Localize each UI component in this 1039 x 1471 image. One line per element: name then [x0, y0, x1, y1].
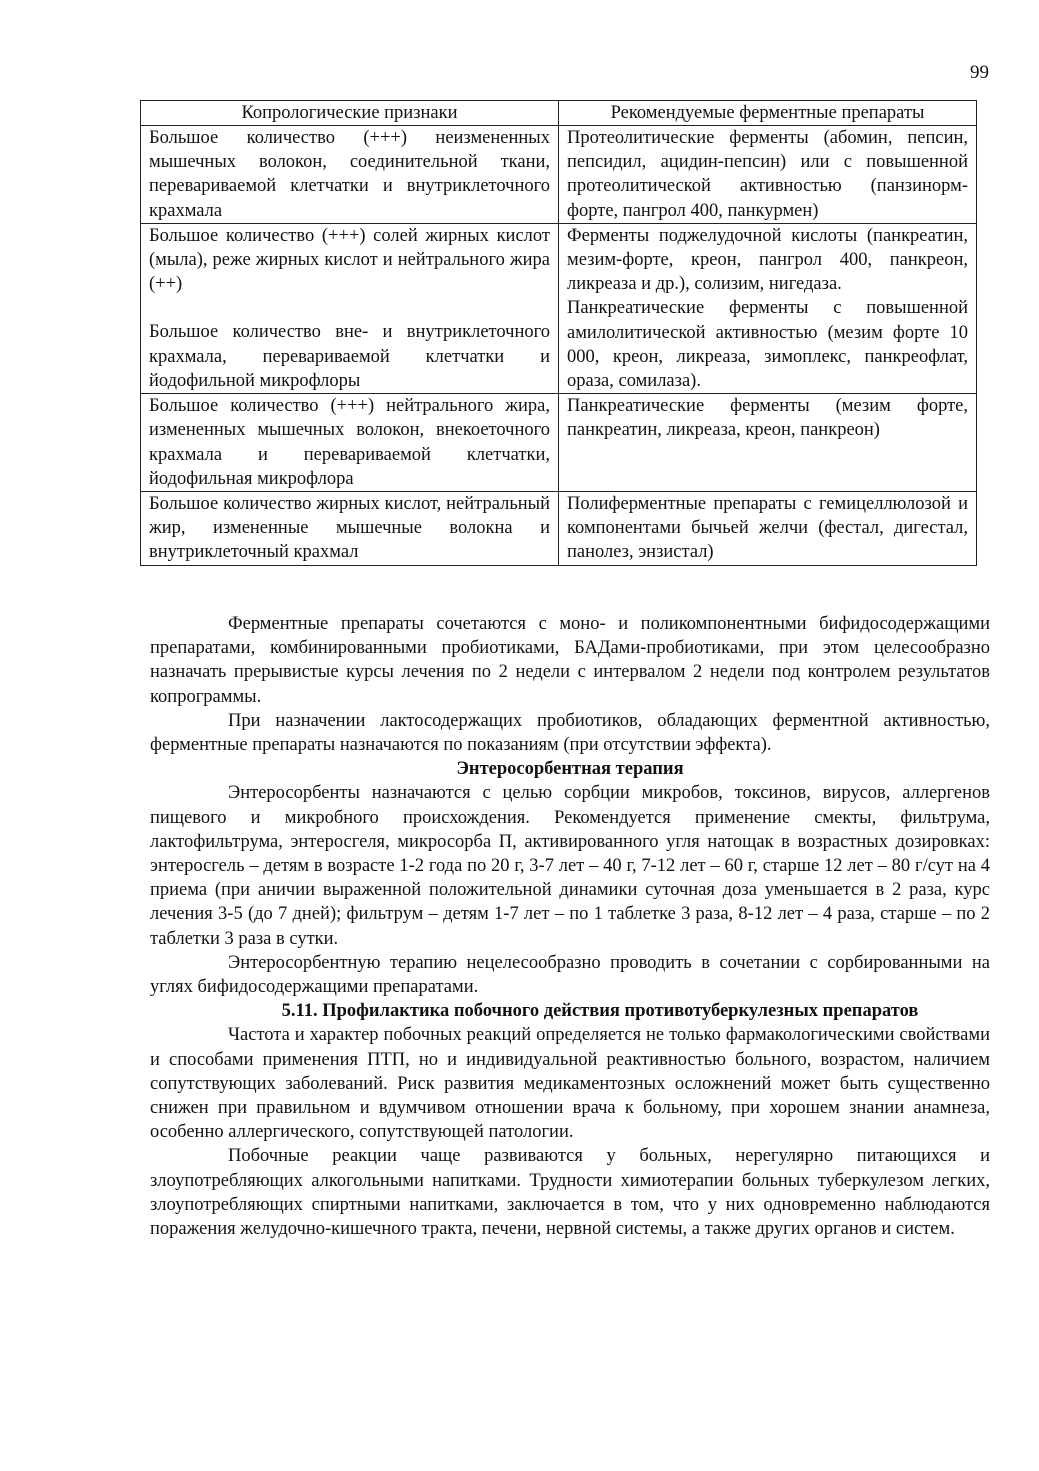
- cell-text: Большое количество вне- и внутриклеточного крахмала, перевариваемой клетчатки и йодофильной микрофлоры: [149, 322, 550, 391]
- cell-text: Большое количество жирных кислот, нейтральный жир, измененные мышечные волокна и внутриклеточный крахмал: [149, 494, 550, 563]
- table-row: [141, 394, 977, 492]
- drugs-cell: [559, 492, 977, 566]
- page-number: 99: [970, 62, 989, 83]
- main-text: [150, 612, 990, 1241]
- table-row: [141, 126, 977, 224]
- cell-text: Панкреатические ферменты с повышенной амилолитической активностью (мезим форте 10 000, креон, ликреаза, зимоплекс, панкреофлат, ораза, сомилаза).: [567, 298, 968, 392]
- column-header-drugs: Рекомендуемые ферментные препараты: [559, 101, 977, 126]
- cell-text: Ферменты поджелудочной кислоты (панкреатин, мезим-форте, креон, пангрол 400, панкреон, ликреаза и др.), солизим, нигедаза.: [567, 225, 968, 295]
- table-header-row: [141, 101, 977, 126]
- table-row: [141, 492, 977, 566]
- drugs-cell: [559, 126, 977, 224]
- paragraph-side-effects-risk-groups: Побочные реакции чаще развиваются у больных, нерегулярно питающихся и злоупотребляющих алкогольными напитками. Трудности химиотерапии больных туберкулезом легких, злоупотребляющих спиртными напитками, заключается в том, что у них одновременно наблюдаются поражения желудочно-кишечного тракта, печени, нервной системы, а также других органов и систем.: [150, 1146, 990, 1240]
- paragraph-enterosorbent-combination: Энтеросорбентную терапию нецелесообразно проводить в сочетании с сорбированными на углях бифидосодержащими препаратами.: [150, 952, 990, 998]
- heading-section-5-11: 5.11. Профилактика побочного действия противотуберкулезных препаратов: [281, 1001, 919, 1022]
- signs-cell: [141, 394, 559, 492]
- column-header-signs: Копрологические признаки: [141, 101, 559, 126]
- paragraph-lacto-probiotics: При назначении лактосодержащих пробиотиков, обладающих ферментной активностью, ферментные препараты назначаются по показаниям (при отсутствии эффекта).: [150, 710, 990, 756]
- drugs-cell: [559, 223, 977, 393]
- paragraph-enterosorbents: Энтеросорбенты назначаются с целью сорбции микробов, токсинов, вирусов, аллергенов пищевого и микробного происхождения. Рекомендуется применение смекты, фильтрума, лактофильтрума, энтеросгеля, микросорба П, активированного угля натощак в возрастных дозировках: энтеросгель – детям в возрасте 1-2 года по 20 г, 3-7 лет – 40 г, 7-12 лет – 60 г, старше 12 лет – 80 г/сут на 4 приема (при аничии выраженной положительной динамики суточная доза уменьшается в 2 раза, курс лечения 3-5 (до 7 дней); фильтрум – детям 1-7 лет – по 1 таблетке 3 раза, 8-12 лет – 4 раза, старше – по 2 таблетки 3 раза в сутки.: [150, 783, 990, 949]
- cell-text: Большое количество (+++) нейтрального жира, измененных мышечных волокон, внекоеточного крахмала и перевариваемой клетчатки, йодофильная микрофлора: [149, 396, 550, 489]
- heading-enterosorbent-therapy: Энтеросорбентная терапия: [456, 759, 684, 780]
- cell-text: Большое количество (+++) солей жирных кислот (мыла), реже жирных кислот и нейтрального жира (++): [149, 225, 550, 295]
- cell-text: Полиферментные препараты с гемицеллюлозой и компонентами бычьей желчи (фестал, дигестал, панолез, энзистал): [567, 494, 968, 563]
- drugs-cell: [559, 394, 977, 492]
- signs-cell: [141, 223, 559, 393]
- signs-cell: [141, 126, 559, 224]
- paragraph-side-effects-frequency: Частота и характер побочных реакций определяется не только фармакологическими свойствами и способами применения ПТП, но и индивидуальной реактивностью больного, возрастом, наличием сопутствующих заболеваний. Риск развития медикаментозных осложнений может быть существенно снижен при правильном и вдумчивом отношении врача к больному, при хорошем знании анамнеза, особенно аллергического, сопутствующей патологии.: [150, 1025, 990, 1143]
- coprology-enzymes-table: [140, 100, 977, 566]
- table-row: [141, 223, 977, 393]
- cell-text: Панкреатические ферменты (мезим форте, панкреатин, ликреаза, креон, панкреон): [567, 396, 968, 441]
- paragraph-enzyme-combination: Ферментные препараты сочетаются с моно- и поликомпонентными бифидосодержащими препаратами, комбинированными пробиотиками, БАДами-пробиотиками, при этом целесообразно назначать прерывистые курсы лечения по 2 недели с интервалом 2 недели под контролем результатов копрограммы.: [150, 614, 990, 707]
- cell-text: Протеолитические ферменты (абомин, пепсин, пепсидил, ацидин-пепсин) или с повышенной протеолитической активностью (панзинорм-форте, пангрол 400, панкурмен): [567, 128, 968, 221]
- cell-text: Большое количество (+++) неизмененных мышечных волокон, соединительной ткани, перевариваемой клетчатки и внутриклеточного крахмала: [149, 128, 550, 221]
- signs-cell: [141, 492, 559, 566]
